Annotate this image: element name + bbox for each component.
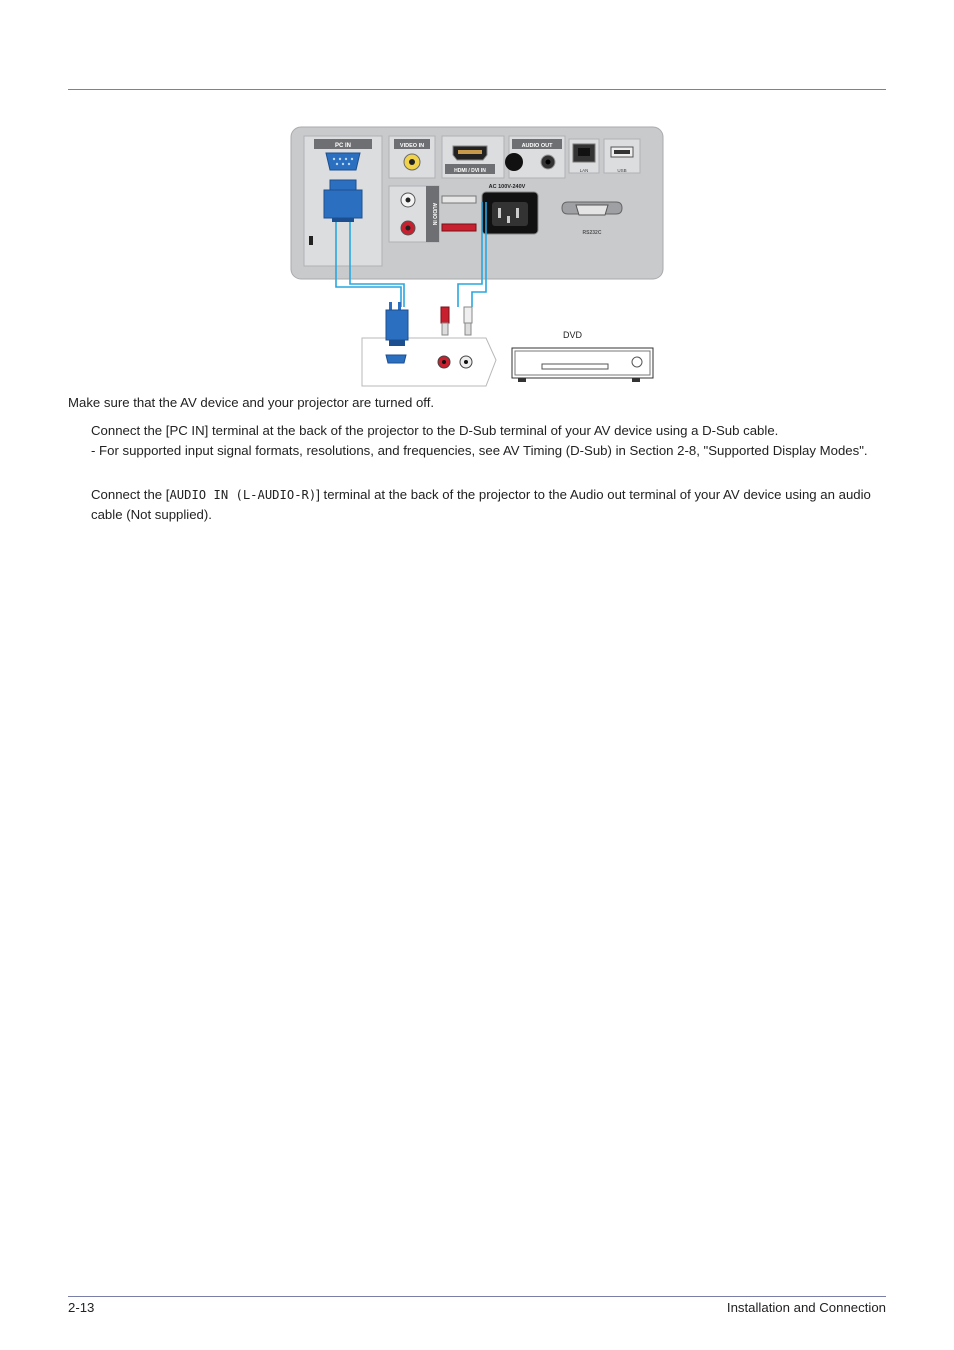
page-number: 2-13 (68, 1300, 95, 1315)
lan-label: LAN (579, 168, 589, 173)
audio-in-label: AUDIO IN (431, 202, 437, 226)
lock-slot (309, 236, 313, 245)
hdmi-dvi-in-label: HDMI / DVI IN (454, 168, 486, 174)
step-2-text-pre: Connect the [ (91, 487, 170, 502)
connection-diagram (286, 124, 666, 388)
step-1-text: Connect the [PC IN] terminal at the back of the projector to the D-Sub terminal of your AV device using a D-Sub cable. (91, 423, 779, 438)
footer-rule (68, 1296, 886, 1297)
step-2-text-post: ] terminal at the back of the projector to the Audio out terminal of your AV device using an audio cable (Not supplied). (91, 487, 871, 522)
intro-text: Make sure that the AV device and your projector are turned off. (68, 395, 435, 410)
pc-in-port (326, 153, 360, 170)
video-in-label: VIDEO IN (399, 143, 425, 149)
audio-in-terminal-name: AUDIO IN (L-AUDIO-R) (169, 488, 317, 502)
av-device-panel (362, 338, 496, 386)
section-title: Installation and Connection (726, 1300, 886, 1315)
rs232c-port (576, 205, 608, 215)
step-1-note: - For supported input signal formats, resolutions, and frequencies, see AV Timing (D-Sub) in Section 2-8, "Supported Display Modes". (91, 443, 868, 458)
audio-out-label: AUDIO OUT (521, 143, 553, 149)
header-rule (68, 89, 886, 90)
rs232c-label: RS232C (582, 230, 602, 236)
dvd-label: DVD (563, 330, 583, 340)
ac-power-label: AC 100V-240V (488, 184, 526, 190)
usb-label: USB (617, 168, 627, 173)
av-device-dsub-port (386, 355, 406, 363)
step-2-text (91, 485, 886, 525)
pc-in-label: PC IN (334, 143, 352, 149)
